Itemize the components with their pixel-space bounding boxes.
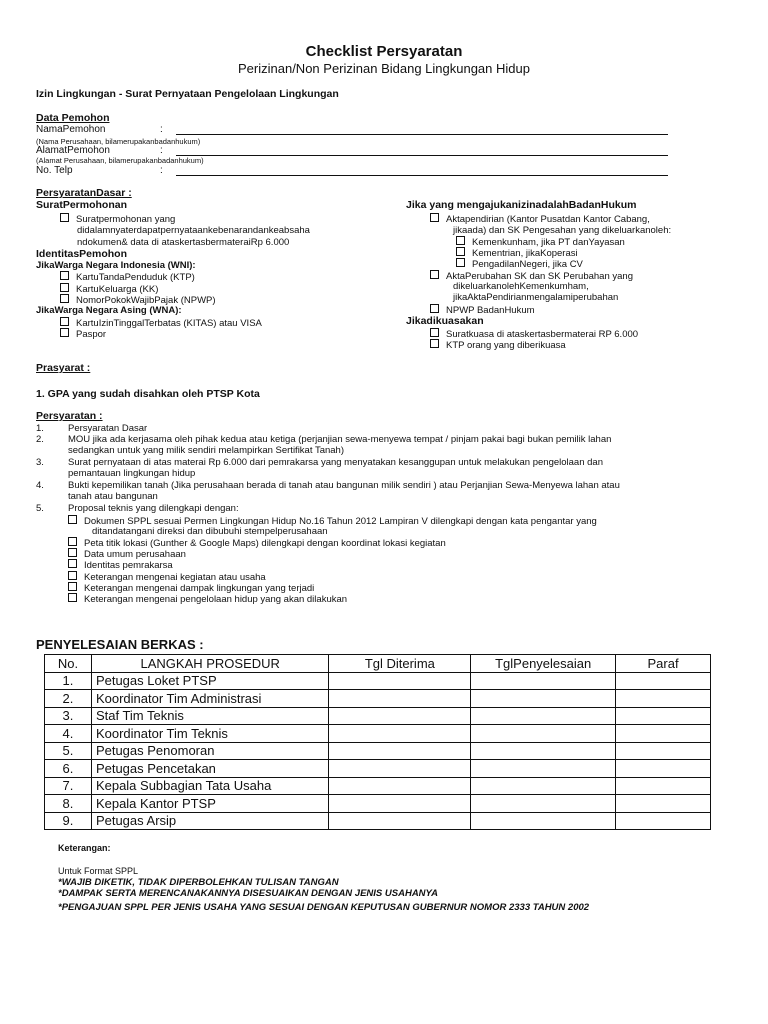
checklist-item[interactable]: Kemenkunham, jika PT danYayasan xyxy=(456,236,625,249)
row-step: Petugas Pencetakan xyxy=(91,760,329,778)
checkbox[interactable] xyxy=(430,328,439,337)
paraf-cell[interactable] xyxy=(616,777,711,795)
row-step: Petugas Penomoran xyxy=(91,742,329,760)
row-number: 4. xyxy=(45,725,92,743)
checkbox[interactable] xyxy=(68,559,77,568)
list-item: Surat pernyataan di atas materai Rp 6.000 dari pemrakarsa yang menyatakan kesanggupan untuk melakukan pengelolaan dan xyxy=(68,457,603,468)
column-header: LANGKAH PROSEDUR xyxy=(91,655,329,673)
surat-permohonan-heading: SuratPermohonan xyxy=(36,199,128,211)
checklist-item[interactable]: Dokumen SPPL sesuai Permen Lingkungan Hidup No.16 Tahun 2012 Lampiran V dilengkapi dengan kata pengantar yang xyxy=(68,515,597,528)
table-row xyxy=(45,777,711,795)
tgl-diterima-cell[interactable] xyxy=(329,690,471,708)
row-number: 6. xyxy=(45,760,92,778)
tgl-diterima-cell[interactable] xyxy=(329,795,471,813)
telp-field[interactable] xyxy=(176,175,668,176)
document-subtitle: Perizinan/Non Perizinan Bidang Lingkungan Hidup xyxy=(238,61,530,76)
data-pemohon-heading: Data Pemohon xyxy=(36,112,110,124)
list-item-num: 2. xyxy=(36,434,44,445)
paraf-cell[interactable] xyxy=(616,760,711,778)
checklist-item[interactable]: Data umum perusahaan xyxy=(68,548,186,561)
note-line: *DAMPAK SERTA MERENCANAKANNYA DISESUAIKAN DENGAN JENIS USAHANYA xyxy=(58,888,439,899)
tgl-penyelesaian-cell[interactable] xyxy=(471,707,616,725)
checklist-item[interactable]: NPWP BadanHukum xyxy=(430,304,535,317)
checkbox[interactable] xyxy=(60,317,69,326)
paraf-cell[interactable] xyxy=(616,707,711,725)
paraf-cell[interactable] xyxy=(616,812,711,830)
list-item: Bukti kepemilikan tanah (Jika perusahaan berada di tanah atau bangunan milik sendiri ) atau Perjanjian Sewa-Menyewa lahan atau xyxy=(68,480,620,491)
tgl-penyelesaian-cell[interactable] xyxy=(471,725,616,743)
checklist-item[interactable]: Peta titik lokasi (Gunther & Google Maps) dilengkapi dengan koordinat lokasi kegiatan xyxy=(68,537,446,550)
format-note: Untuk Format SPPL xyxy=(58,866,139,876)
row-number: 1. xyxy=(45,672,92,690)
checklist-item[interactable]: Suratkuasa di ataskertasbermaterai RP 6.000 xyxy=(430,328,638,341)
prasyarat-item: 1. GPA yang sudah disahkan oleh PTSP Kota xyxy=(36,388,260,400)
tgl-diterima-cell[interactable] xyxy=(329,672,471,690)
row-number: 9. xyxy=(45,812,92,830)
checklist-item[interactable]: Keterangan mengenai dampak lingkungan yang terjadi xyxy=(68,582,314,595)
prasyarat-heading: Prasyarat : xyxy=(36,362,91,374)
tgl-diterima-cell[interactable] xyxy=(329,760,471,778)
checkbox[interactable] xyxy=(456,258,465,267)
checklist-item[interactable]: Aktapendirian (Kantor Pusatdan Kantor Cabang, xyxy=(430,213,650,226)
keterangan-heading: Keterangan: xyxy=(58,843,111,853)
table-row xyxy=(45,812,711,830)
list-item-cont: sedangkan untuk yang milik sendiri melampirkan Sertifikat Tanah) xyxy=(68,445,344,456)
table-row xyxy=(45,760,711,778)
paraf-cell[interactable] xyxy=(616,742,711,760)
list-item-cont: pemantauan lingkungan hidup xyxy=(68,468,196,479)
checkbox[interactable] xyxy=(68,593,77,602)
list-item: Persyaratan Dasar xyxy=(68,423,148,434)
telp-colon: : xyxy=(160,165,163,176)
row-step: Kepala Kantor PTSP xyxy=(91,795,329,813)
checklist-item[interactable]: PengadilanNegeri, jika CV xyxy=(456,258,583,271)
checklist-item[interactable]: Keterangan mengenai kegiatan atau usaha xyxy=(68,571,266,584)
paraf-cell[interactable] xyxy=(616,672,711,690)
table-row xyxy=(45,707,711,725)
checkbox[interactable] xyxy=(456,247,465,256)
tgl-penyelesaian-cell[interactable] xyxy=(471,795,616,813)
tgl-penyelesaian-cell[interactable] xyxy=(471,760,616,778)
list-item-num: 1. xyxy=(36,423,44,434)
checkbox[interactable] xyxy=(68,515,77,524)
identitas-pemohon-heading: IdentitasPemohon xyxy=(36,248,128,260)
tgl-diterima-cell[interactable] xyxy=(329,777,471,795)
checkbox[interactable] xyxy=(456,236,465,245)
table-row xyxy=(45,725,711,743)
note-line: *WAJIB DIKETIK, TIDAK DIPERBOLEHKAN TULISAN TANGAN xyxy=(58,877,339,888)
row-number: 7. xyxy=(45,777,92,795)
checkbox[interactable] xyxy=(430,339,439,348)
checkbox[interactable] xyxy=(60,213,69,222)
alamat-colon: : xyxy=(160,145,163,156)
tgl-penyelesaian-cell[interactable] xyxy=(471,690,616,708)
document-title: Checklist Persyaratan xyxy=(305,43,463,60)
kuasa-heading: Jikadikuasakan xyxy=(406,315,484,327)
list-item-num: 5. xyxy=(36,503,44,514)
penyelesaian-table xyxy=(44,654,711,830)
tgl-penyelesaian-cell[interactable] xyxy=(471,812,616,830)
column-header: Paraf xyxy=(616,655,711,673)
checklist-item[interactable]: KTP orang yang diberikuasa xyxy=(430,339,566,352)
telp-label: No. Telp xyxy=(36,165,73,176)
alamat-pemohon-label: AlamatPemohon xyxy=(36,145,110,156)
paraf-cell[interactable] xyxy=(616,690,711,708)
checklist-item[interactable]: Paspor xyxy=(60,328,106,341)
checklist-item-cont: ditandatangani direksi dan dibubuhi stempelperusahaan xyxy=(92,526,328,537)
tgl-diterima-cell[interactable] xyxy=(329,725,471,743)
nama-pemohon-note: (Nama Perusahaan, bilamerupakanbadanhukum) xyxy=(36,137,201,146)
checklist-item[interactable]: Identitas pemrakarsa xyxy=(68,559,173,572)
checklist-item[interactable]: Suratpermohonan yang xyxy=(60,213,175,226)
checklist-item[interactable]: Kementrian, jikaKoperasi xyxy=(456,247,578,260)
nama-colon: : xyxy=(160,124,163,135)
row-step: Staf Tim Teknis xyxy=(91,707,329,725)
izin-type: Izin Lingkungan - Surat Pernyataan Pengelolaan Lingkungan xyxy=(36,88,339,100)
checkbox[interactable] xyxy=(430,213,439,222)
row-step: Kepala Subbagian Tata Usaha xyxy=(91,777,329,795)
perubahan-line-3: jikaAktaPendirianmengalamiperubahan xyxy=(453,292,619,303)
persyaratan-heading: Persyaratan : xyxy=(36,410,103,422)
checkbox[interactable] xyxy=(68,537,77,546)
checkbox[interactable] xyxy=(430,304,439,313)
checklist-item[interactable]: AktaPerubahan SK dan SK Perubahan yang xyxy=(430,270,633,283)
paraf-cell[interactable] xyxy=(616,725,711,743)
row-step: Petugas Loket PTSP xyxy=(91,672,329,690)
row-number: 3. xyxy=(45,707,92,725)
akta-line-2: jikaada) dan SK Pengesahan yang dikeluarkanoleh: xyxy=(453,225,672,236)
list-item-cont: tanah atau bangunan xyxy=(68,491,158,502)
alamat-pemohon-field[interactable] xyxy=(176,155,668,156)
checkbox[interactable] xyxy=(60,283,69,292)
checkbox[interactable] xyxy=(68,582,77,591)
checklist-item[interactable]: Keterangan mengenai pengelolaan hidup yang akan dilakukan xyxy=(68,593,347,606)
nama-pemohon-label: NamaPemohon xyxy=(36,124,106,135)
list-item: MOU jika ada kerjasama oleh pihak kedua atau ketiga (perjanjian sewa-menyewa tempat / pinjam pakai bagi bukan pemilik lahan xyxy=(68,434,612,445)
note-line: *PENGAJUAN SPPL PER JENIS USAHA YANG SESUAI DENGAN KEPUTUSAN GUBERNUR NOMOR 2333 TAHUN 2002 xyxy=(58,902,590,913)
perubahan-line-2: dikeluarkanolehKemenkumham, xyxy=(453,281,589,292)
row-number: 5. xyxy=(45,742,92,760)
tgl-penyelesaian-cell[interactable] xyxy=(471,742,616,760)
column-header: Tgl Diterima xyxy=(329,655,471,673)
row-step: Koordinator Tim Administrasi xyxy=(91,690,329,708)
tgl-diterima-cell[interactable] xyxy=(329,742,471,760)
row-step: Petugas Arsip xyxy=(91,812,329,830)
checklist-item[interactable]: NomorPokokWajibPajak (NPWP) xyxy=(60,294,216,307)
checkbox[interactable] xyxy=(68,548,77,557)
row-number: 2. xyxy=(45,690,92,708)
persyaratan-dasar-heading: PersyaratanDasar : xyxy=(36,187,132,199)
surat-line-2: didalamnyaterdapatpernyataankebenarandankeabsaha xyxy=(77,225,310,236)
checklist-item[interactable]: KartuTandaPenduduk (KTP) xyxy=(60,271,195,284)
table-row xyxy=(45,742,711,760)
checkbox[interactable] xyxy=(60,294,69,303)
table-header-row xyxy=(45,655,711,673)
wni-heading: JikaWarga Negara Indonesia (WNI): xyxy=(36,260,196,271)
checkbox[interactable] xyxy=(68,571,77,580)
list-item: Proposal teknis yang dilengkapi dengan: xyxy=(68,503,239,514)
alamat-pemohon-note: (Alamat Perusahaan, bilamerupakanbadanhukum) xyxy=(36,156,204,165)
tgl-diterima-cell[interactable] xyxy=(329,812,471,830)
checklist-item[interactable]: KartuIzinTinggalTerbatas (KITAS) atau VISA xyxy=(60,317,262,330)
list-item-num: 4. xyxy=(36,480,44,491)
list-item-num: 3. xyxy=(36,457,44,468)
table-row xyxy=(45,690,711,708)
column-header: No. xyxy=(45,655,92,673)
paraf-cell[interactable] xyxy=(616,795,711,813)
column-header: TglPenyelesaian xyxy=(471,655,616,673)
surat-line-3: ndokumen& data di ataskertasbermateraiRp 6.000 xyxy=(77,237,290,248)
wna-heading: JikaWarga Negara Asing (WNA): xyxy=(36,305,182,316)
table-row xyxy=(45,672,711,690)
row-step: Koordinator Tim Teknis xyxy=(91,725,329,743)
checkbox[interactable] xyxy=(60,328,69,337)
table-row xyxy=(45,795,711,813)
penyelesaian-heading: PENYELESAIAN BERKAS : xyxy=(36,637,204,652)
tgl-penyelesaian-cell[interactable] xyxy=(471,672,616,690)
badan-hukum-heading: Jika yang mengajukanizinadalahBadanHukum xyxy=(406,199,637,211)
checkbox[interactable] xyxy=(60,271,69,280)
row-number: 8. xyxy=(45,795,92,813)
checklist-item[interactable]: KartuKeluarga (KK) xyxy=(60,283,158,296)
tgl-diterima-cell[interactable] xyxy=(329,707,471,725)
tgl-penyelesaian-cell[interactable] xyxy=(471,777,616,795)
checkbox[interactable] xyxy=(430,270,439,279)
nama-pemohon-field[interactable] xyxy=(176,134,668,135)
